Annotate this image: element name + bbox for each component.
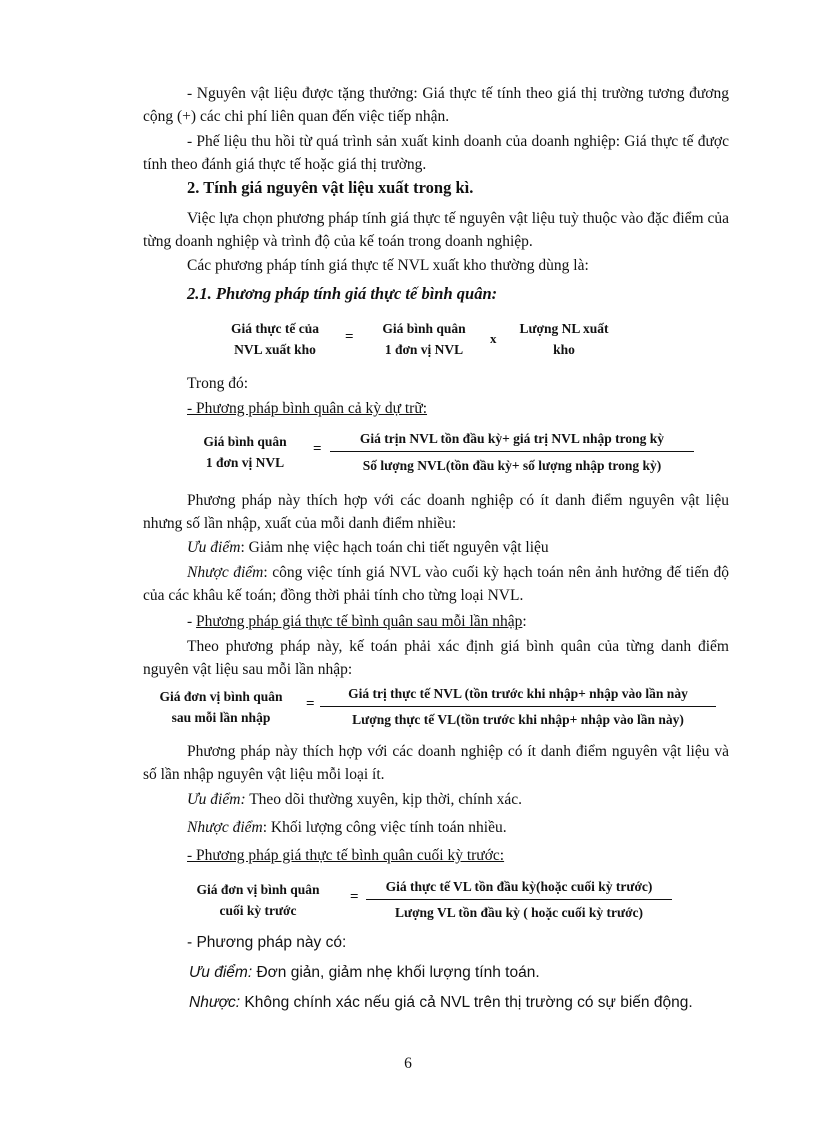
- paragraph-lua-chon: Việc lựa chọn phương pháp tính giá thực tế nguyên vật liệu tuỳ thuộc vào đặc điểm của từng doanh nghiệp và trình độ của kế toán trong doanh nghiệp.: [143, 210, 729, 250]
- formula-2-numerator: Giá trị thực tế NVL (tồn trước khi nhập+ nhập vào lần này: [348, 686, 688, 701]
- formula-1-lhs-line2: 1 đơn vị NVL: [205, 455, 285, 470]
- method-2-title: [187, 610, 527, 633]
- uu-diem-3-text: Đơn giản, giảm nhẹ khối lượng tính toán.: [252, 964, 540, 981]
- formula-3-equals: =: [350, 889, 359, 905]
- formula-1-fraction-bar: [330, 451, 694, 452]
- page-number: 6: [404, 1055, 412, 1072]
- formula-3-numerator: Giá thực tế VL tồn đầu kỳ(hoặc cuối kỳ trước): [385, 879, 653, 894]
- formula-0-mid-line1: Giá bình quân: [382, 321, 466, 336]
- formula-2-equals: =: [306, 696, 315, 712]
- formula-2-denominator: Lượng thực tế VL(tồn trước khi nhập+ nhập vào lần này): [352, 712, 684, 727]
- uu-diem-2-label: Ưu điểm:: [187, 791, 246, 808]
- uu-diem-1: [187, 536, 549, 559]
- method-1-title: - Phương pháp bình quân cả kỳ dự trữ:: [187, 400, 428, 417]
- formula-3-fraction-bar: [366, 899, 672, 900]
- formula-3-lhs-line1: Giá đơn vị bình quân: [196, 882, 320, 897]
- formula-2-lhs-line1: Giá đơn vị bình quân: [159, 689, 283, 704]
- nhuoc-diem-2-text: : Khối lượng công việc tính toán nhiều.: [262, 819, 507, 836]
- nhuoc-diem-1: [143, 561, 729, 607]
- formula-3-lhs-line2: cuối kỳ trước: [219, 903, 297, 918]
- formula-1-equals: =: [313, 441, 322, 457]
- nhuoc-diem-2-label: Nhược điểm: [187, 819, 263, 836]
- nhuoc-diem-1-label: Nhược điểm: [187, 564, 264, 581]
- formula-2-lhs-line2: sau mỗi lần nhập: [171, 710, 271, 725]
- nhuoc-diem-3-text: Không chính xác nếu giá cả NVL trên thị trường có sự biến động.: [240, 994, 693, 1011]
- paragraph-thich-hop-1: Phương pháp này thích hợp với các doanh nghiệp có ít danh điểm nguyên vật liệu nhưng số lần nhập, xuất của mỗi danh điểm nhiều:: [143, 492, 729, 532]
- paragraph-tang-thuong: - Nguyên vật liệu được tặng thưởng: Giá thực tế tính theo giá thị trường tương đương cộng (+) các chi phí liên quan đến việc tiếp nhận.: [143, 85, 729, 125]
- formula-3-denominator: Lượng VL tồn đầu kỳ ( hoặc cuối kỳ trước): [394, 905, 644, 920]
- uu-diem-3-label: Ưu điểm:: [189, 964, 253, 981]
- nhuoc-diem-3: [189, 991, 693, 1014]
- method-3-intro: - Phương pháp này có:: [187, 934, 347, 951]
- section-heading-2: 2. Tính giá nguyên vật liệu xuất trong kì.: [187, 178, 474, 197]
- paragraph-thich-hop-2: Phương pháp này thích hợp với các doanh nghiệp có ít danh điểm nguyên vật liệu và số lần nhập nguyên vật liệu mỗi loại ít.: [143, 743, 729, 783]
- uu-diem-1-label: Ưu điểm: [187, 539, 241, 556]
- nhuoc-diem-1-text: : công việc tính giá NVL vào cuối kỳ hạch toán nên ảnh hưởng đế tiến độ của các khâu kế toán; đồng thời phải tính cho từng loại NVL.: [143, 564, 729, 604]
- uu-diem-2: [187, 788, 522, 811]
- method-2-title-text: Phương pháp giá thực tế bình quân sau mỗi lần nhập: [196, 613, 523, 630]
- paragraph-phe-lieu: - Phế liệu thu hồi từ quá trình sản xuất kinh doanh của doanh nghiệp: Giá thực tế được tính theo đánh giá thực tế hoặc giá thị trường.: [143, 133, 729, 173]
- formula-2-fraction-bar: [320, 706, 716, 707]
- uu-diem-2-text: Theo dõi thường xuyên, kịp thời, chính xác.: [245, 791, 522, 808]
- formula-1-denominator: Số lượng NVL(tồn đầu kỳ+ số lượng nhập trong kỳ): [362, 458, 662, 473]
- formula-1-lhs-line1: Giá bình quân: [203, 434, 287, 449]
- formula-0-lhs-line2: NVL xuất kho: [234, 342, 316, 357]
- nhuoc-diem-2: [187, 816, 507, 839]
- paragraph-cac-phuong-phap: Các phương pháp tính giá thực tế NVL xuất kho thường dùng là:: [187, 257, 589, 274]
- method-3-title: - Phương pháp giá thực tế bình quân cuối kỳ trước:: [187, 847, 505, 864]
- section-heading-2-1: 2.1. Phương pháp tính giá thực tế bình quân:: [187, 284, 498, 303]
- nhuoc-diem-3-label: Nhược:: [189, 994, 241, 1011]
- formula-0-rhs-line1: Lượng NL xuất: [519, 321, 609, 336]
- uu-diem-1-text: : Giảm nhẹ việc hạch toán chi tiết nguyên vật liệu: [240, 539, 549, 556]
- formula-1-numerator: Giá trịn NVL tồn đầu kỳ+ giá trị NVL nhập trong kỳ: [359, 431, 665, 446]
- label-trong-do: Trong đó:: [187, 375, 249, 392]
- uu-diem-3: [189, 961, 540, 984]
- formula-0-mid-line2: 1 đơn vị NVL: [384, 342, 464, 357]
- paragraph-theo-phuong-phap: Theo phương pháp này, kế toán phải xác định giá bình quân của từng danh điểm nguyên vật liệu sau mỗi lần nhập:: [143, 638, 729, 678]
- formula-0-lhs-line1: Giá thực tế của: [231, 321, 319, 336]
- method-2-colon: :: [522, 613, 527, 630]
- formula-0-rhs-line2: kho: [553, 342, 575, 357]
- method-2-dash: -: [187, 613, 197, 630]
- formula-0-equals: =: [345, 329, 354, 345]
- formula-0-times: x: [490, 331, 497, 346]
